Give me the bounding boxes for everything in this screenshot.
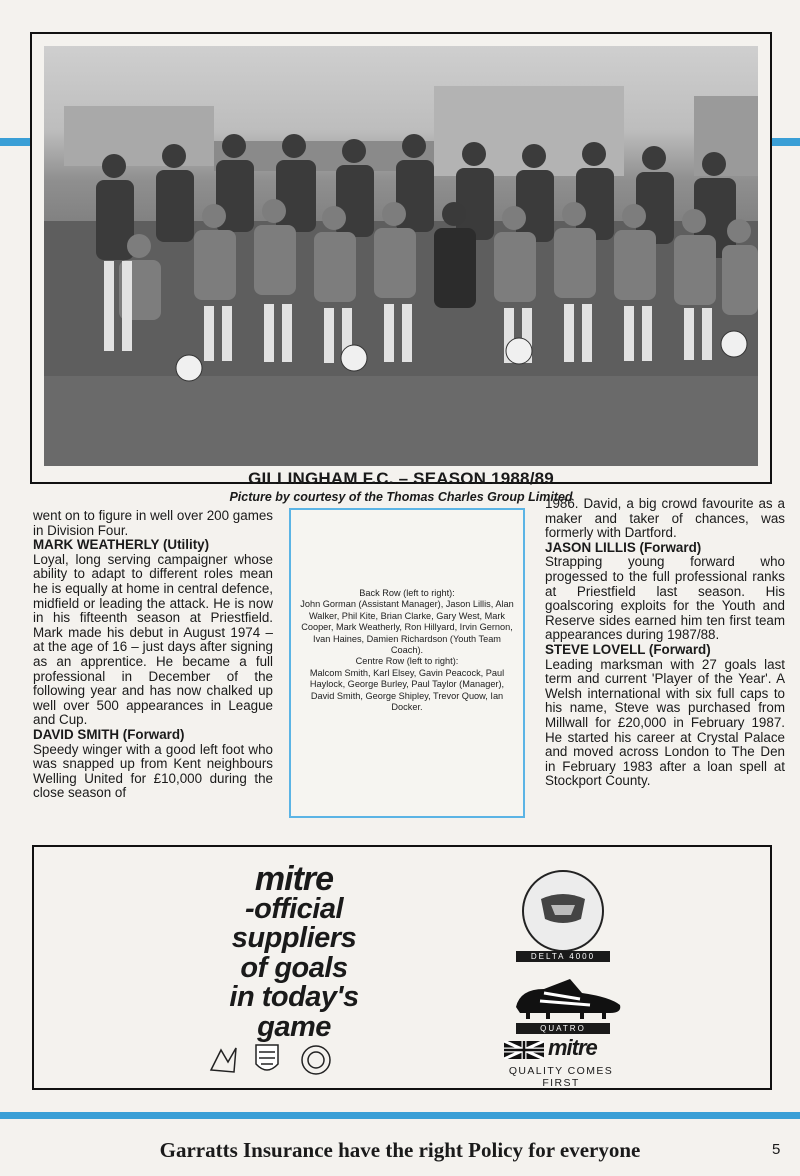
page-number: 5 [772,1141,781,1158]
welsh-dragon-icon [211,1048,236,1072]
jason-lillis-heading: JASON LILLIS (Forward) [545,539,702,555]
football-boot-icon [510,975,626,1021]
slogan-line-2: suppliers [231,922,357,954]
footer-rule [0,1112,800,1119]
centre-row-heading: Centre Row (left to right): [355,656,459,667]
david-smith-text: Speedy winger with a good left foot who was snapped up from Kent neighbours Welling United for £10,000 during the close season of [33,741,273,801]
right-column [545,497,785,789]
team-photo [44,46,758,466]
photo-caption-title: GILLINGHAM F.C. – SEASON 1988/89 [248,469,554,488]
mitre-advert [32,845,772,1090]
right-edge-rule [772,138,800,146]
jason-lillis-text: Strapping young forward who progessed to the full professional ranks at Priestfield last season. His goalscoring exploits for the Youth and Reserve sides earned him ten first team appearances during 1987/88. [545,554,785,643]
ball-name-label: DELTA 4000 [516,951,610,962]
football-icon [521,869,605,953]
footer-slogan: Garratts Insurance have the right Policy for everyone [159,1138,641,1162]
steve-lovell-heading: STEVE LOVELL (Forward) [545,641,711,657]
mark-weatherly-text: Loyal, long serving campaigner whose ability to adapt to different roles mean he is equally at home in central defence, midfield or leading the attack. He is now in his fifteenth season at Priestfield. Mark made his debut in August 1974 – at the age of 16 – just days after signing as an apprentice. He became a full professional in December of the following year and has now chalked up well over 500 appearances in League and Cup. [33,551,273,728]
team-photo-illustration [44,46,758,466]
football-association-badge-icon [302,1046,330,1074]
mitre-logo-text: mitre [548,1035,597,1060]
union-flag-icon [504,1041,544,1059]
boot-name-label: QUATRO [516,1023,610,1034]
mark-weatherly-heading: MARK WEATHERLY (Utility) [33,537,210,553]
quality-tagline: QUALITY COMES FIRST [508,1065,614,1089]
team-list-box [289,508,525,818]
left-intro: went on to figure in well over 200 games in Division Four. [33,508,273,538]
right-intro: 1986. David, a big crowd favourite as a maker and taker of chances, was formerly with Dartford. [545,496,785,541]
left-column [33,509,273,801]
slogan-line-4: in today's [229,981,359,1013]
slogan-line-5: game [257,1010,331,1043]
slogan-line-3: of goals [240,951,348,984]
slogan-line-1: -official [244,892,344,925]
crest-emblems [206,1040,356,1080]
photo-caption-credit: Picture by courtesy of the Thomas Charles Group Limited [229,490,573,504]
back-row-heading: Back Row (left to right): [359,588,455,598]
centre-row-names: Malcom Smith, Karl Elsey, Gavin Peacock, Paul Haylock, George Burley, Paul Taylor (Manager), David Smith, George Shipley, Trevor Quow, Ian Docker. [309,667,505,713]
steve-lovell-text: Leading marksman with 27 goals last term and current 'Player of the Year'. A Welsh international with six full caps to his name, Steve was purchased from Millwall for £20,000 in February 1987. He started his career at Crystal Palace and moved across London to The Den in February 1983 after a loan spell at Stockport County. [545,656,785,789]
mitre-wordmark: mitre [254,860,334,898]
back-row-names: John Gorman (Assistant Manager), Jason Lillis, Alan Walker, Phil Kite, Brian Clarke, Gary West, Mark Cooper, Mark Weatherly, Ron Hillyard, Irvin Gernon, Ivan Haines, Damien Richardson (Youth Team Coach). [300,599,514,656]
david-smith-heading: DAVID SMITH (Forward) [33,726,185,742]
ad-slogan [174,860,414,1043]
england-lions-icon [256,1045,278,1070]
left-edge-rule [0,138,30,146]
team-photo-frame [30,32,772,504]
